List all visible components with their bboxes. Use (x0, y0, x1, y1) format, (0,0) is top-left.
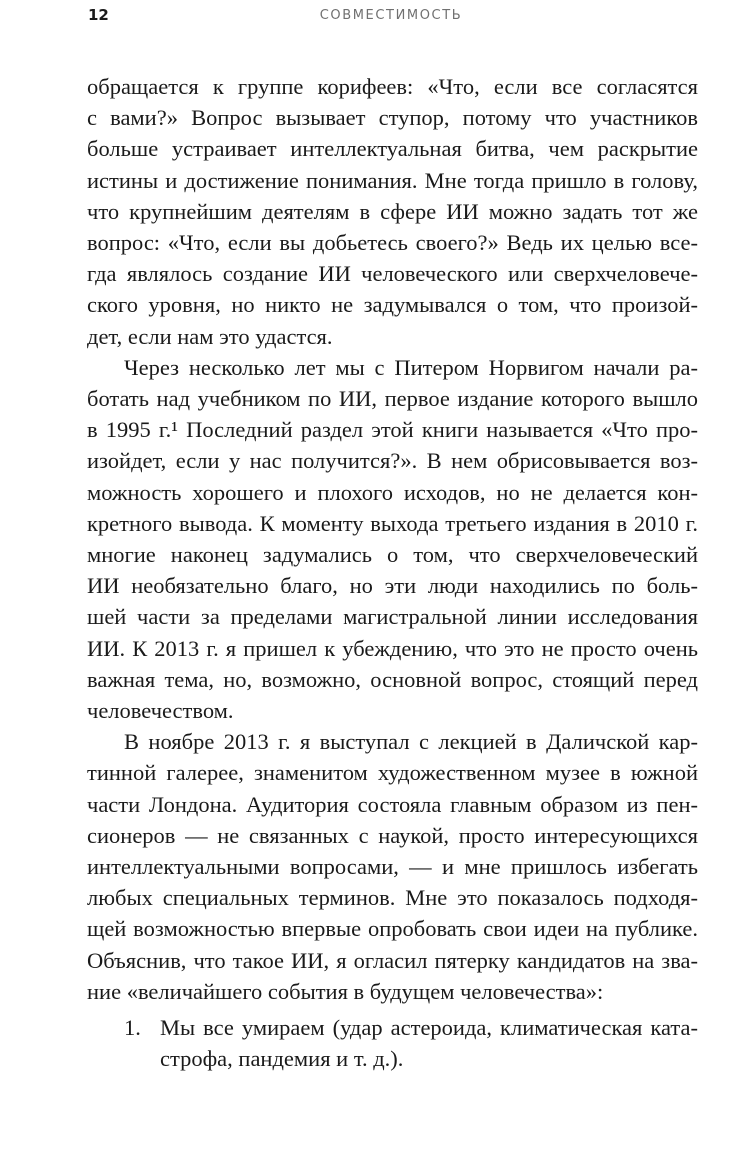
text-line: интеллектуальными вопросами, — и мне пришлось избегать (87, 854, 698, 880)
text-line: щей возможностью впервые опробовать свои идеи на публике. (87, 916, 698, 942)
text-line: с вами?» Вопрос вызывает ступор, потому что участников (87, 105, 698, 131)
text-line: ского уровня, но никто не задумывался о том, что произой- (87, 292, 698, 318)
text-line: В ноябре 2013 г. я выступал с лекцией в Даличской кар- (124, 729, 698, 755)
text-line: больше устраивает интеллектуальная битва, чем раскрытие (87, 136, 698, 162)
numbered-list (87, 1012, 698, 1074)
text-line: сионеров — не связанных с наукой, просто интересующихся (87, 822, 698, 848)
text-line: можность хорошего и плохого исходов, но не делается кон- (87, 479, 698, 505)
text-line: обращается к группе корифеев: «Что, если все согласятся (87, 74, 698, 99)
paragraph-2 (87, 352, 698, 726)
text-line: гда являлось создание ИИ человеческого или сверхчеловече- (87, 261, 698, 287)
running-title: СОВМЕСТИМОСТЬ (319, 8, 463, 23)
paragraph-1 (87, 71, 698, 352)
text-line: вопрос: «Что, если вы добьетесь своего?» Ведь их целью все- (87, 230, 698, 256)
text-line: тинной галерее, знаменитом художественном музее в южной (87, 760, 698, 786)
text-line: строфа, пандемия и т. д.). (160, 1046, 404, 1072)
text-line: кретного вывода. К моменту выхода третьего издания в 2010 г. (87, 510, 698, 536)
text-line: истины и достижение понимания. Мне тогда пришло в голову, (87, 167, 698, 193)
text-line: дет, если нам это удастся. (87, 323, 333, 349)
list-number: 1. (124, 1015, 141, 1040)
page-number: 12 (88, 6, 109, 24)
text-line: изойдет, если у нас получится?». В нем обрисовывается воз- (87, 448, 698, 474)
text-line: шей части за пределами магистральной линии исследования (87, 604, 698, 630)
text-line: важная тема, но, возможно, основной вопрос, стоящий перед (87, 666, 698, 692)
text-line: человечеством. (87, 698, 234, 724)
text-line: ние «величайшего события в будущем человечества»: (87, 978, 604, 1004)
text-line: Мы все умираем (удар астероида, климатическая ката- (160, 1015, 698, 1040)
paragraph-3 (87, 726, 698, 1007)
text-line: многие наконец задумались о том, что сверхчеловеческий (87, 542, 698, 568)
body-text (87, 71, 698, 1007)
text-line: любых специальных терминов. Мне это показалось подходя- (87, 885, 698, 911)
text-line: части Лондона. Аудитория состояла главным образом из пен- (87, 791, 698, 817)
text-line: ИИ необязательно благо, но эти люди находились по боль- (87, 573, 698, 599)
list-item (87, 1012, 698, 1074)
text-line: ИИ. К 2013 г. я пришел к убеждению, что это не просто очень (87, 635, 698, 661)
text-line: в 1995 г.¹ Последний раздел этой книги называется «Что про- (87, 417, 698, 443)
text-line: Через несколько лет мы с Питером Норвигом начали ра- (124, 354, 698, 380)
text-line: что крупнейшим деятелям в сфере ИИ можно задать тот же (87, 198, 698, 224)
text-line: ботать над учебником по ИИ, первое издание которого вышло (87, 386, 698, 412)
text-line: Объяснив, что такое ИИ, я огласил пятерку кандидатов на зва- (87, 947, 698, 973)
